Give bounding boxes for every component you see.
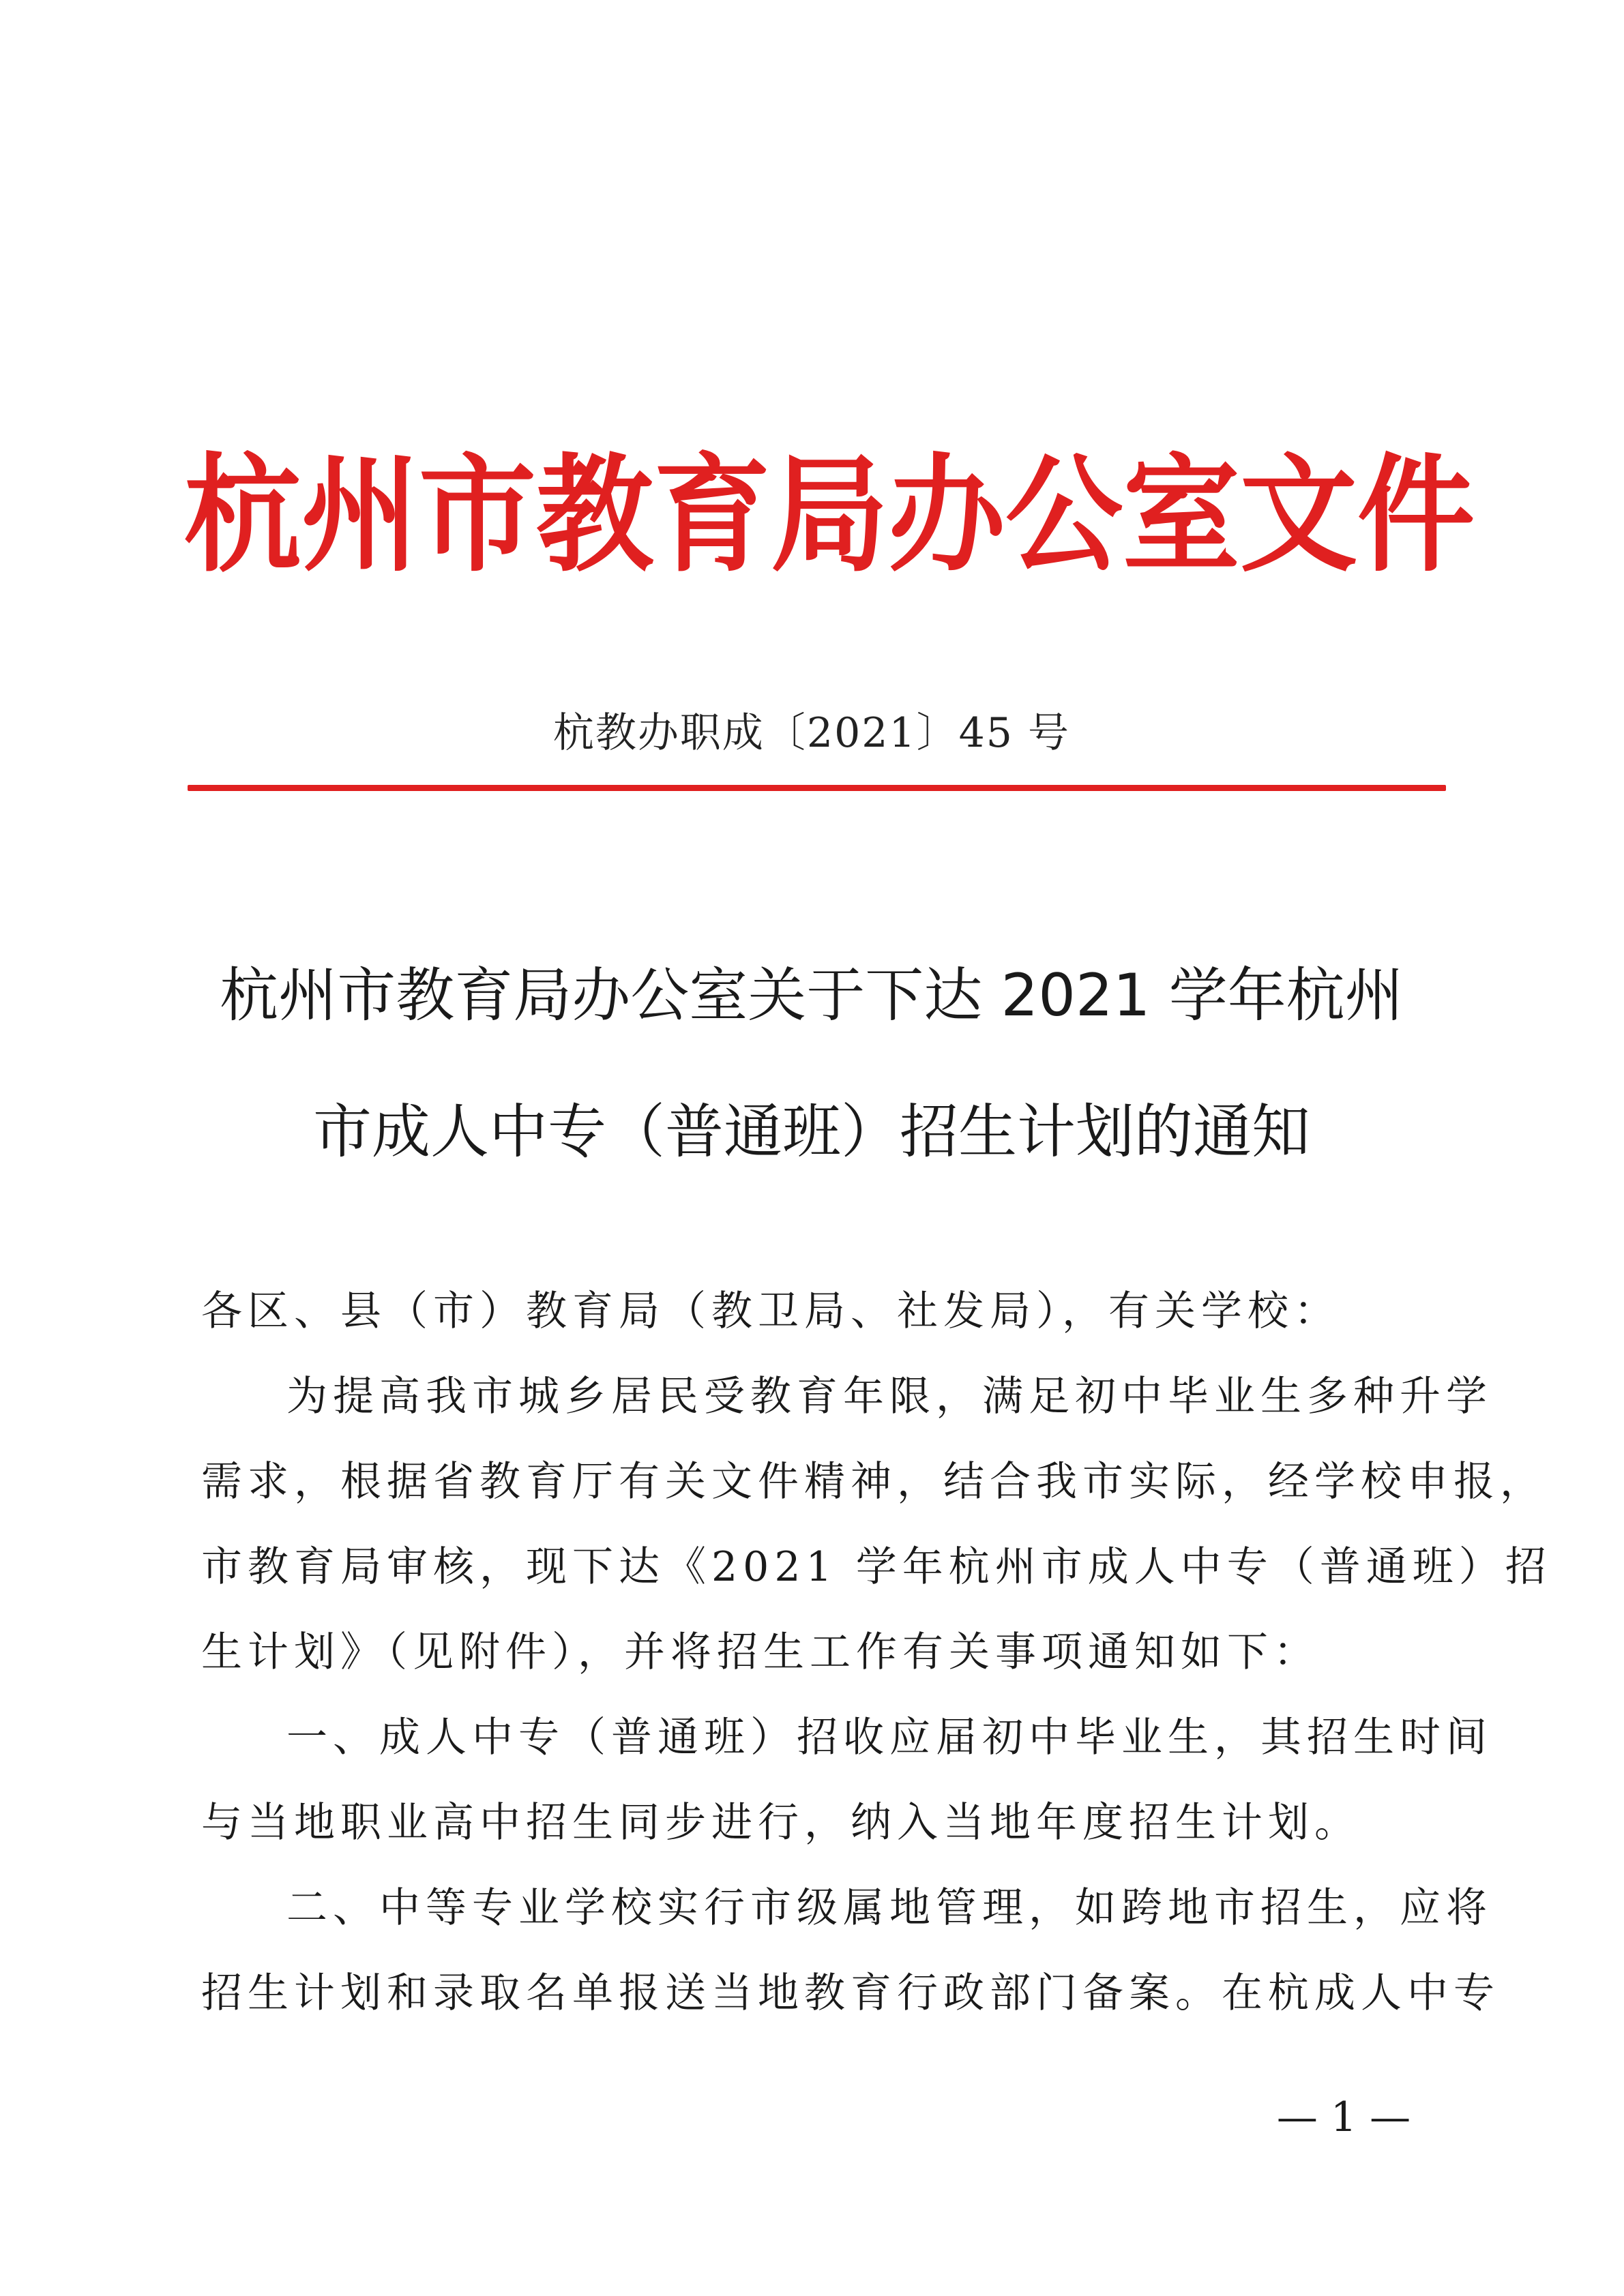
item-2-line-2: 招生计划和录取名单报送当地教育行政部门备案。在杭成人中专: [201, 1969, 1500, 2017]
notice-title-line-2: 市成人中专（普通班）招生计划的通知: [313, 1098, 1310, 1166]
page-number: — 1 —: [1276, 2093, 1411, 2141]
item-1-line-2: 与当地职业高中招生同步进行，纳入当地年度招生计划。: [201, 1799, 1361, 1847]
item-2-line-1: 二、中等专业学校实行市级属地管理，如跨地市招生，应将: [286, 1884, 1492, 1932]
intro-paragraph-line-4: 生计划》（见附件），并将招生工作有关事项通知如下：: [201, 1628, 1320, 1676]
masthead-title: 杭州市教育局办公室文件: [184, 439, 1475, 590]
intro-paragraph-line-2: 需求，根据省教育厅有关文件精神，结合我市实际，经学校申报，: [201, 1458, 1546, 1506]
item-1-line-1: 一、成人中专（普通班）招收应届初中毕业生，其招生时间: [286, 1714, 1492, 1761]
notice-title-line-1: 杭州市教育局办公室关于下达 2021 学年杭州: [220, 961, 1404, 1030]
intro-paragraph-line-1: 为提高我市城乡居民受教育年限，满足初中毕业生多种升学: [286, 1373, 1492, 1420]
addressee-line: 各区、县（市）教育局（教卫局、社发局），有关学校：: [201, 1287, 1340, 1335]
intro-paragraph-line-3: 市教育局审核，现下达《2021 学年杭州市成人中专（普通班）招: [201, 1543, 1552, 1591]
red-divider-rule: [188, 785, 1446, 791]
document-number: 杭教办职成〔2021〕45 号: [552, 709, 1071, 757]
